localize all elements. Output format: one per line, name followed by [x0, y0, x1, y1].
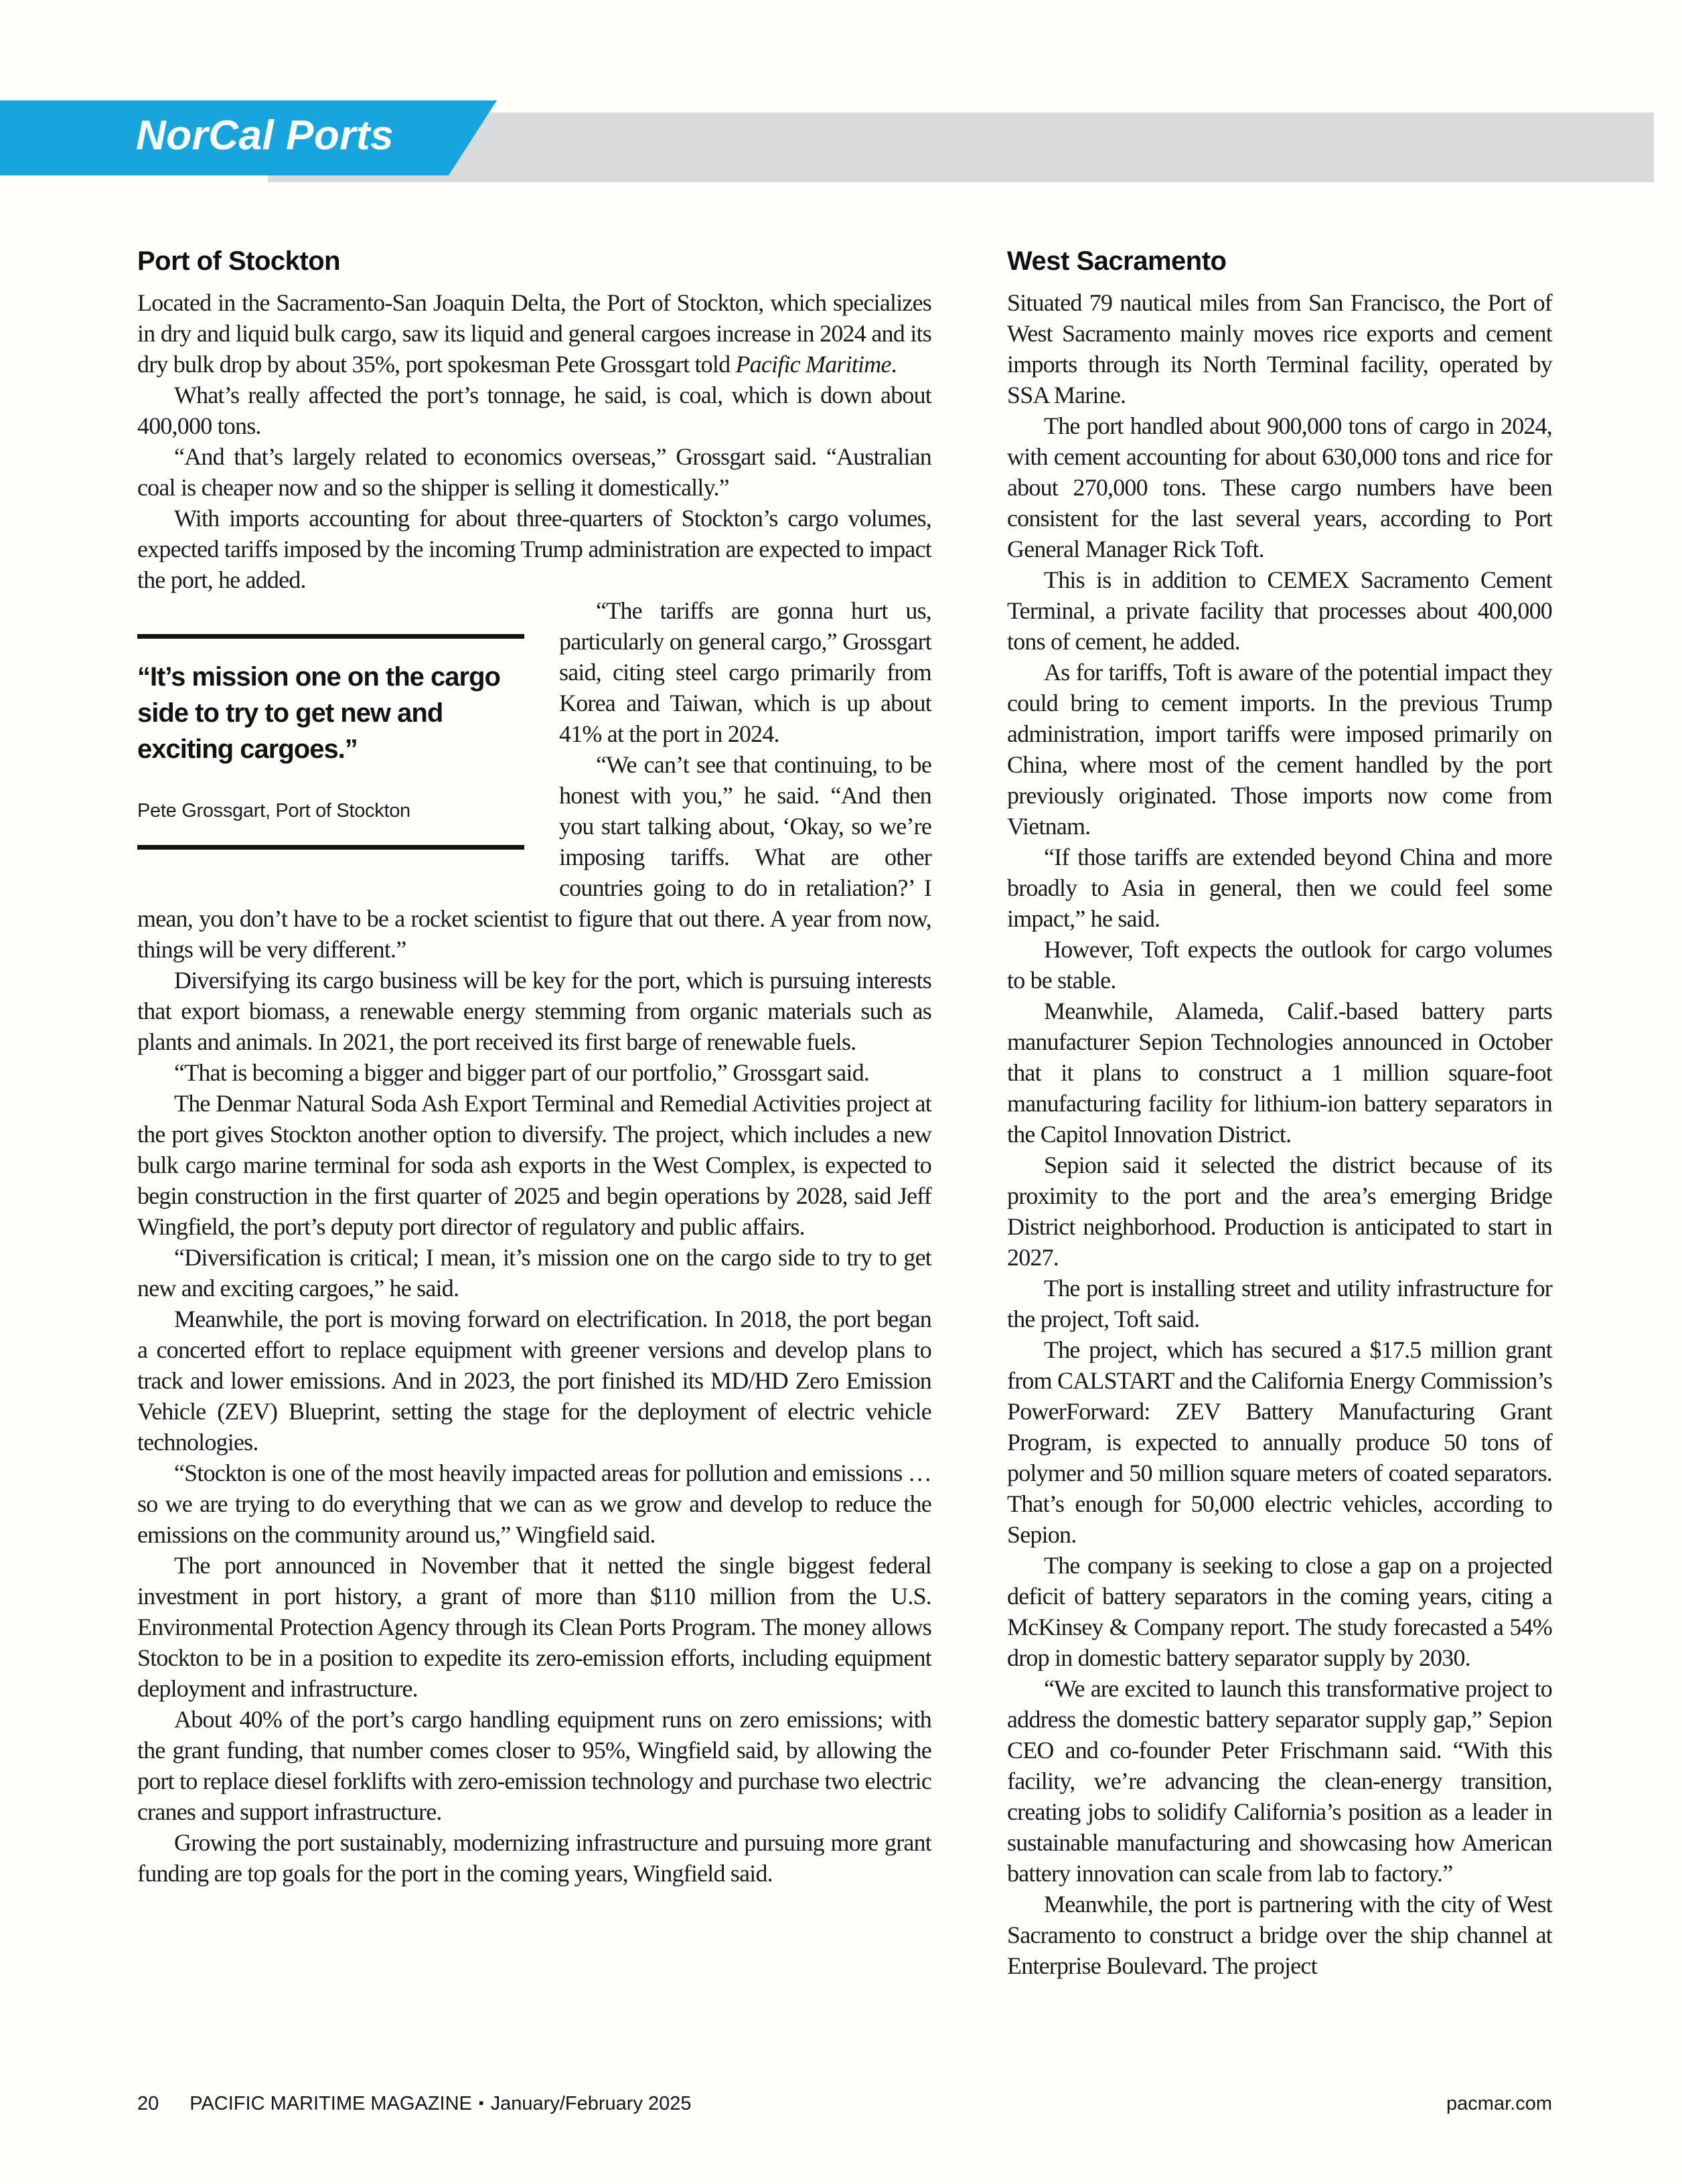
magazine-name: PACIFIC MARITIME MAGAZINE: [189, 2093, 472, 2114]
footer-separator-bullet: ▪: [478, 2094, 484, 2111]
pullquote-top-rule: [137, 634, 524, 639]
section-heading-port-of-stockton: Port of Stockton: [137, 246, 341, 276]
paragraph: “And that’s largely related to economics overseas,” Grossgart said. “Australian coal is cheaper now and so the shipper is selling it domestically.”: [137, 443, 931, 501]
paragraph: “We are excited to launch this transformative project to address the domestic battery separator supply gap,” Sepion CEO and co-founder Peter Frischmann said. “With this facility, we’re advancing the clean-energy transition, creating jobs to solidify California’s position as a leader in sustainable manufacturing and showcasing how American battery innovation can scale from lab to factory.”: [1007, 1675, 1552, 1887]
website-url: pacmar.com: [1446, 2093, 1552, 2114]
paragraph: Meanwhile, Alameda, Calif.-based battery parts manufacturer Sepion Technologies announced in October that it plans to construct a 1 million square-foot manufacturing facility for lithium-ion battery separators in the Capitol Innovation District.: [1007, 998, 1552, 1148]
pullquote-bottom-rule: [137, 845, 524, 850]
paragraph: This is in addition to CEMEX Sacramento Cement Terminal, a private facility that processes about 400,000 tons of cement, he added.: [1007, 566, 1552, 655]
paragraph: Meanwhile, the port is moving forward on electrification. In 2018, the port began a concerted effort to replace equipment with greener versions and develop plans to track and lower emissions. And in 2023, the port finished its MD/HD Zero Emission Vehicle (ZEV) Blueprint, setting the stage for the deployment of electric vehicle technologies.: [137, 1306, 931, 1456]
paragraph: “We can’t see that continuing, to be honest with you,” he said. “And then you start talking about, ‘Okay, so we’re imposing tariffs. What are other countries going to do in retaliation?’ I mean, you don’t have to be a rocket scientist to figure that out there. A year from now, things will be very different.”: [137, 751, 931, 963]
article-west-sacramento: [1007, 246, 1552, 1981]
paragraph-with-pullquote: [137, 595, 931, 822]
paragraph: “Stockton is one of the most heavily impacted areas for pollution and emissions … so we are trying to do everything that we can as we grow and develop to reduce the emissions on the community around us,” Wingfield said.: [137, 1460, 931, 1548]
paragraph: The port announced in November that it netted the single biggest federal investment in port history, a grant of more than $110 million from the U.S. Environmental Protection Agency through its Clean Ports Program. The money allows Stockton to be in a position to expedite its zero-emission efforts, including equipment deployment and infrastructure.: [137, 1552, 931, 1702]
paragraph: Meanwhile, the port is partnering with the city of West Sacramento to construct a bridge over the ship channel at Enterprise Boulevard. The project: [1007, 1891, 1552, 1979]
paragraph: Situated 79 nautical miles from San Francisco, the Port of West Sacramento mainly moves rice exports and cement imports through its North Terminal facility, operated by SSA Marine.: [1007, 289, 1552, 408]
paragraph: With imports accounting for about three-quarters of Stockton’s cargo volumes, expected tariffs imposed by the incoming Trump administration are expected to impact the port, he added.: [137, 505, 931, 593]
paragraph-text: “The tariffs are gonna hurt us, particularly on general cargo,” Grossgart: [559, 597, 931, 655]
footer-left: [137, 2093, 692, 2115]
paragraph: “If those tariffs are extended beyond China and more broadly to Asia in general, then we could feel some impact,” he said.: [1007, 844, 1552, 932]
pullquote-text: “It’s mission one on the cargo side to try to get new and exciting cargoes.”: [137, 662, 500, 764]
paragraph: “Diversification is critical; I mean, it’s mission one on the cargo side to try to get new and exciting cargoes,” he said.: [137, 1244, 931, 1302]
issue-date: January/February 2025: [490, 2093, 692, 2114]
paragraph: Growing the port sustainably, modernizing infrastructure and pursuing more grant funding are top goals for the port in the coming years, Wingfield said.: [137, 1829, 931, 1887]
pullquote-attribution: Pete Grossgart, Port of Stockton: [137, 800, 410, 822]
section-heading-west-sacramento: West Sacramento: [1007, 246, 1227, 276]
page-number: 20: [137, 2093, 159, 2114]
paragraph: What’s really affected the port’s tonnage, he said, is coal, which is down about 400,000 tons.: [137, 382, 931, 439]
paragraph: “That is becoming a bigger and bigger part of our portfolio,” Grossgart said.: [174, 1059, 870, 1086]
paragraph: The company is seeking to close a gap on a projected deficit of battery separators in the coming years, citing a McKinsey & Company report. The study forecasted a 54% drop in domestic battery separator supply by 2030.: [1007, 1552, 1552, 1671]
pull-quote: [137, 634, 524, 850]
paragraph: However, Toft expects the outlook for cargo volumes to be stable.: [1007, 936, 1552, 994]
paragraph: The port is installing street and utility infrastructure for the project, Toft said.: [1007, 1275, 1552, 1332]
paragraph: The project, which has secured a $17.5 million grant from CALSTART and the California Energy Commission’s PowerForward: ZEV Battery Manufacturing Grant Program, is expected to annually produce 50 tons of polymer and 50 million square meters of coated separators. That’s enough for 50,000 electric vehicles, according to Sepion.: [1007, 1336, 1552, 1548]
paragraph: As for tariffs, Toft is aware of the potential impact they could bring to cement imports. In the previous Trump administration, import tariffs were imposed primarily on China, where most of the cement handled by the port previously originated. Those imports now come from Vietnam.: [1007, 659, 1552, 840]
publication-name-italic: Pacific Maritime: [735, 351, 891, 378]
banner-title: NorCal Ports: [136, 112, 394, 159]
paragraph: [137, 287, 931, 380]
paragraph: The Denmar Natural Soda Ash Export Terminal and Remedial Activities project at the port gives Stockton another option to diversify. The project, which includes a new bulk cargo marine terminal for soda ash exports in the West Complex, is expected to begin construction in the first quarter of 2025 and begin operations by 2028, said Jeff Wingfield, the port’s deputy port director of regulatory and public affairs.: [137, 1090, 931, 1240]
paragraph: The port handled about 900,000 tons of cargo in 2024, with cement accounting for about 630,000 tons and rice for about 270,000 tons. These cargo numbers have been consistent for the last several years, according to Port General Manager Rick Toft.: [1007, 412, 1552, 562]
paragraph: Sepion said it selected the district because of its proximity to the port and the area’s emerging Bridge District neighborhood. Production is anticipated to start in 2027.: [1007, 1152, 1552, 1271]
article-port-of-stockton: [137, 246, 931, 1889]
paragraph-text: .: [891, 351, 897, 378]
paragraph-text: said, citing steel cargo primarily from Korea and Taiwan, which is up about 41% at the port in 2024.: [559, 659, 931, 747]
paragraph: About 40% of the port’s cargo handling equipment runs on zero emissions; with the grant funding, that number comes closer to 95%, Wingfield said, by allowing the port to replace diesel forklifts with zero-emission technology and purchase two electric cranes and support infrastructure.: [137, 1706, 931, 1825]
paragraph-text: Located in the Sacramento-San Joaquin Delta, the Port of Stockton, which specializes in dry and liquid bulk cargo, saw its liquid and general cargoes increase in 2024 and its dry bulk drop by about 35%, port spokesman Pete Grossgart told: [137, 289, 931, 378]
paragraph: Diversifying its cargo business will be key for the port, which is pursuing interests that export biomass, a renewable energy stemming from organic materials such as plants and animals. In 2021, the port received its first barge of renewable fuels.: [137, 967, 931, 1055]
